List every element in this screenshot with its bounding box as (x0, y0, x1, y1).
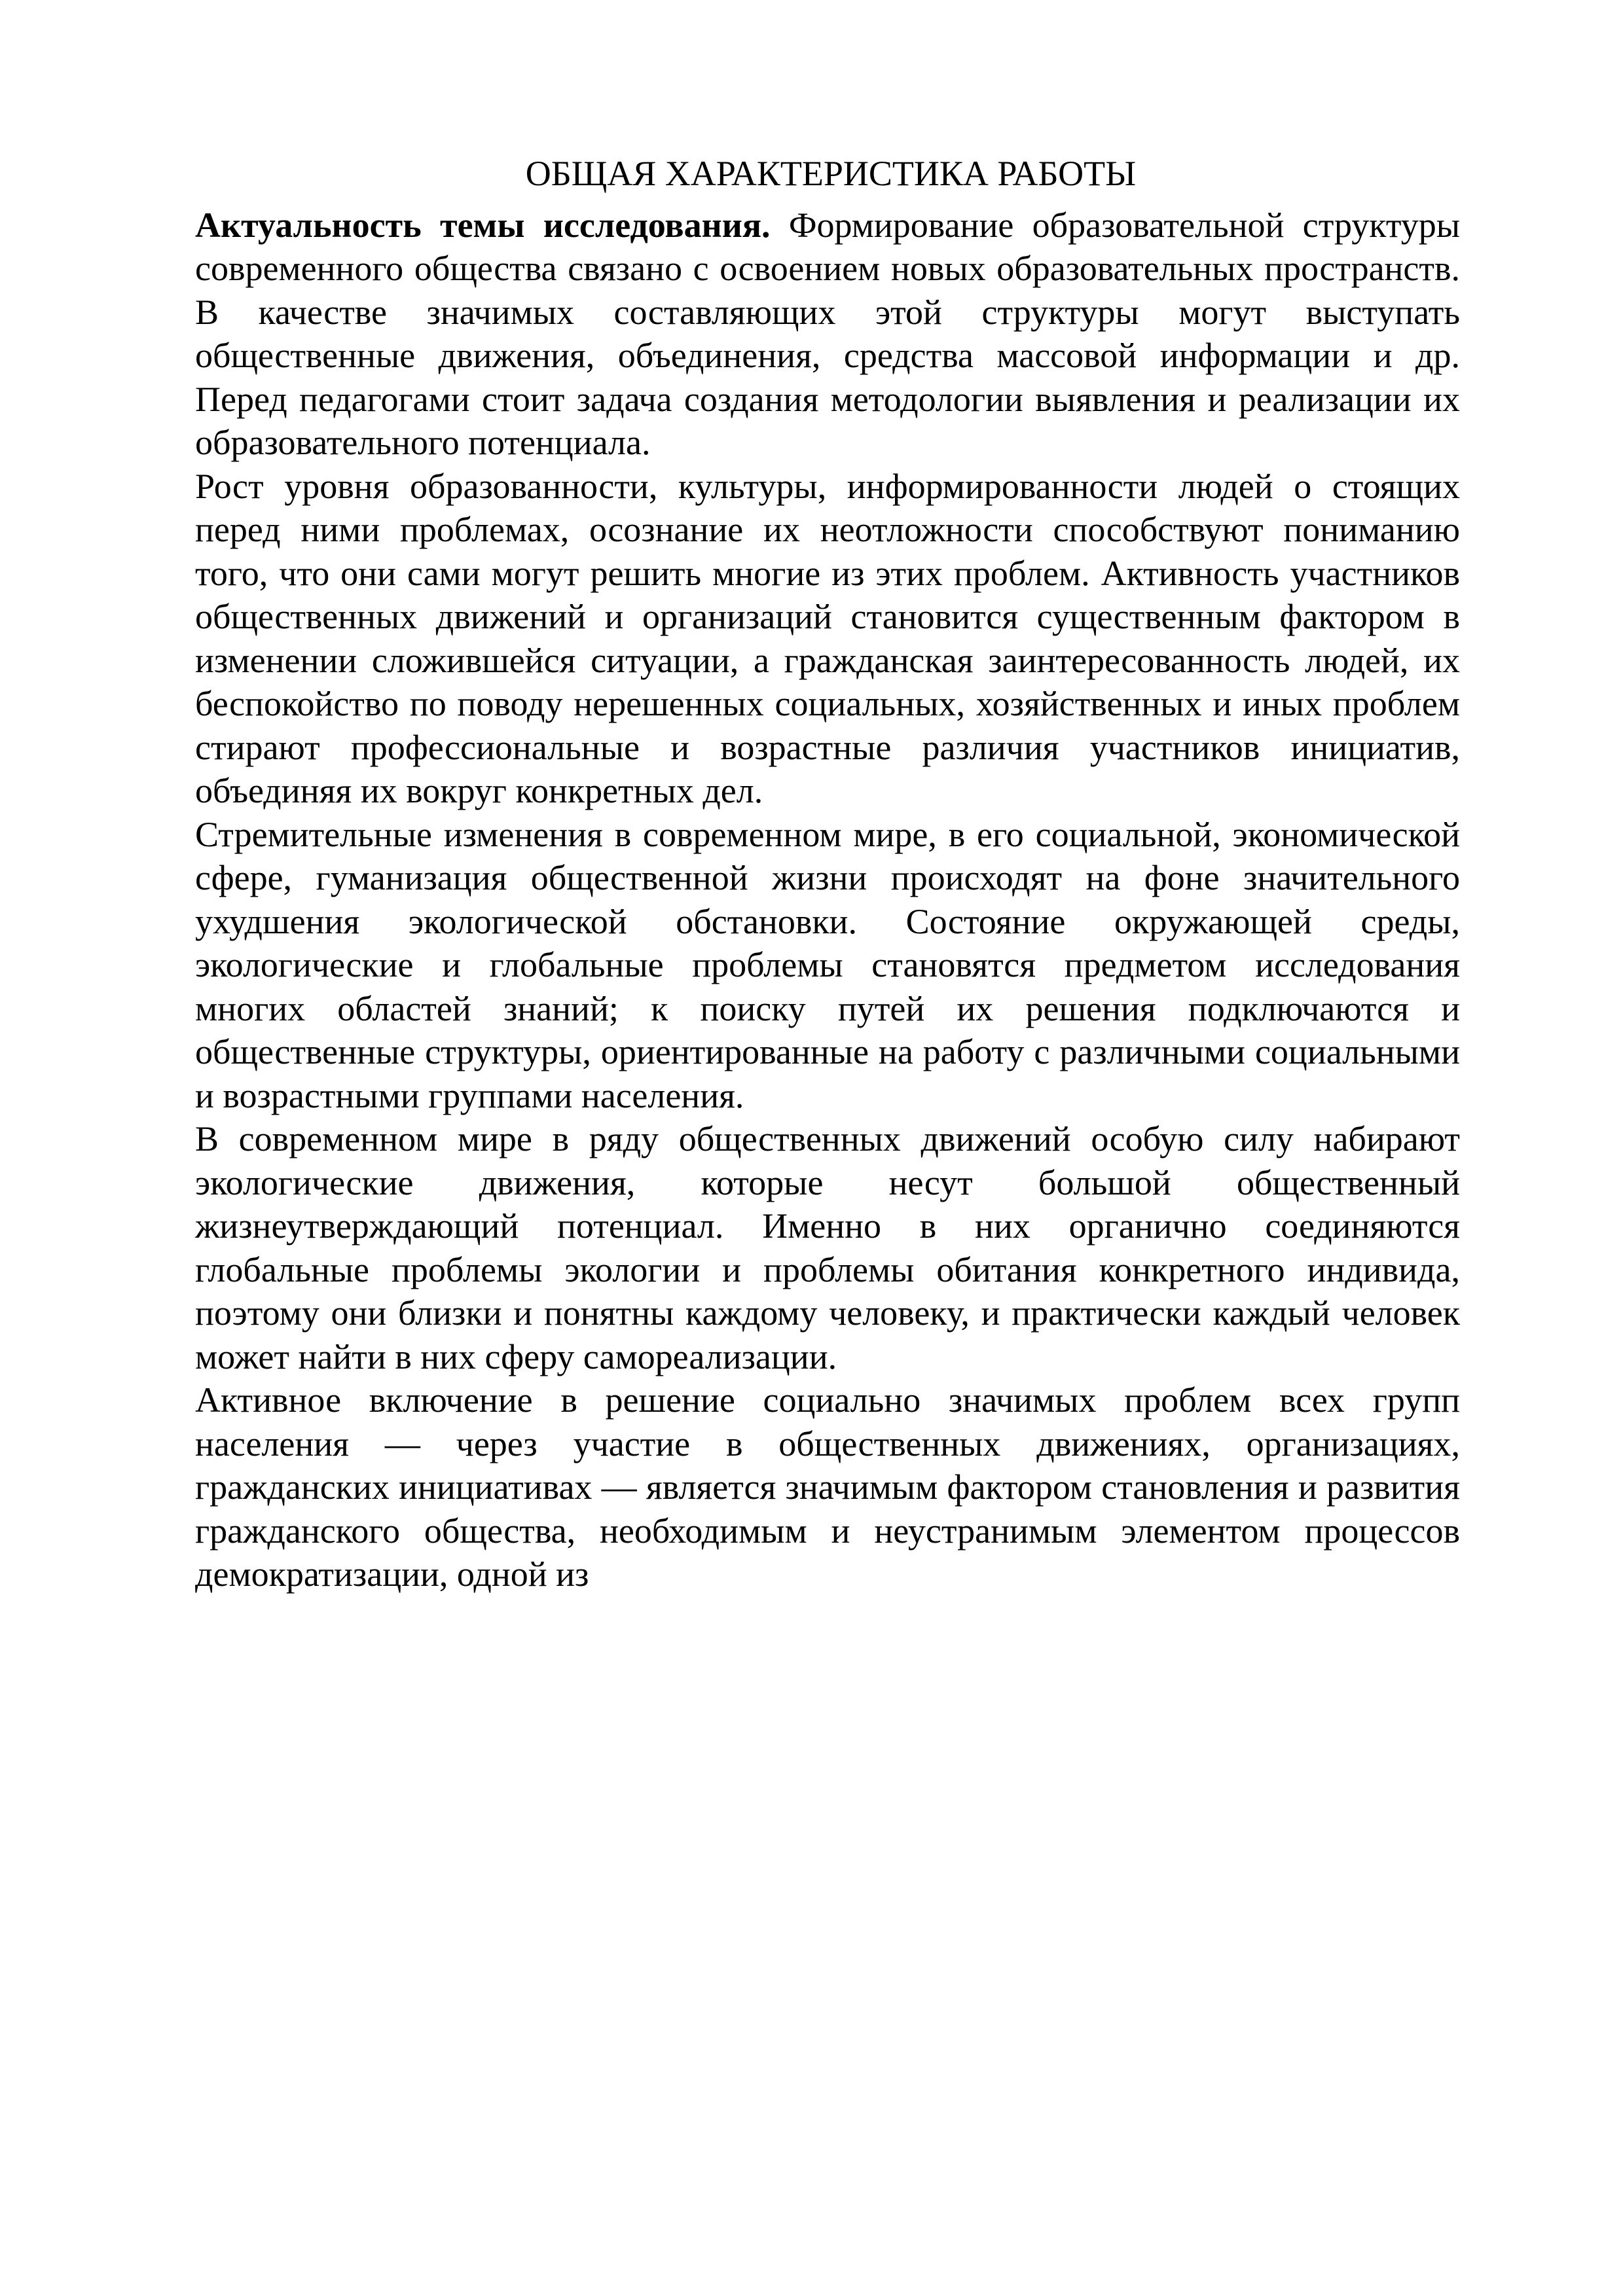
paragraph-relevance (195, 204, 1460, 465)
lead-heading: Актуальность темы исследования. (195, 205, 771, 245)
document-title: ОБЩАЯ ХАРАКТЕРИСТИКА РАБОТЫ (525, 154, 1137, 193)
paragraph: В современном мире в ряду общественных движений особую силу набирают экологические движения, которые несут большой общественный жизнеутверждающий потенциал. Именно в них органично соединяются глобальные проблемы экологии и проблемы обитания конкретного индивида, поэтому они близки и понятны каждому человеку, и практически каждый человек может найти в них сферу самореализации. (195, 1119, 1460, 1376)
document-body (195, 152, 1460, 1596)
paragraph: Стремительные изменения в современном мире, в его социальной, экономической сфере, гуманизация общественной жизни происходят на фоне значительного ухудшения экологической обстановки. Состояние окружающей среды, экологические и глобальные проблемы становятся предметом исследования многих областей знаний; к поиску путей их решения подключаются и общественные структуры, ориентированные на работу с различными социальными и возрастными группами населения. (195, 814, 1460, 1115)
paragraph-text: Формирование образовательной структуры современного общества связано с освоением новых образовательных пространств. В качестве значимых составляющих этой структуры могут выступать общественные движения, объединения, средства массовой информации и др. Перед педагогами стоит задача создания методологии выявления и реализации их образовательного потенциала. (195, 205, 1460, 462)
paragraph: Активное включение в решение социально значимых проблем всех групп населения — через участие в общественных движениях, организациях, гражданских инициативах — является значимым фактором становления и развития гражданского общества, необходимым и неустранимым элементом процессов демократизации, одной из (195, 1380, 1460, 1594)
paragraph: Рост уровня образованности, культуры, информированности людей о стоящих перед ними проблемах, осознание их неотложности способствуют пониманию того, что они сами могут решить многие из этих проблем. Активность участников общественных движений и организаций становится существенным фактором в изменении сложившейся ситуации, а гражданская заинтересованность людей, их беспокойство по поводу нерешенных социальных, хозяйственных и иных проблем стирают профессиональные и возрастные различия участников инициатив, объединяя их вокруг конкретных дел. (195, 466, 1460, 810)
